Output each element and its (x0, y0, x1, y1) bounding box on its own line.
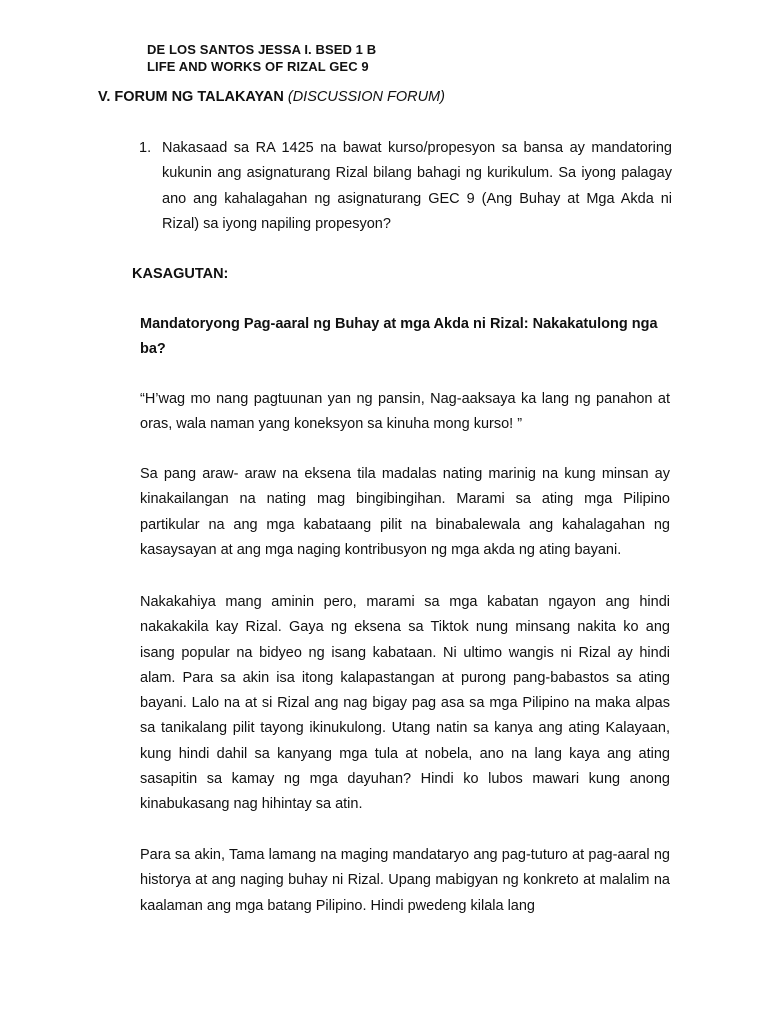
course-line: LIFE AND WORKS OF RIZAL GEC 9 (147, 59, 369, 74)
question-item (139, 136, 672, 237)
essay-paragraph: Para sa akin, Tama lamang na maging mandataryo ang pag-tuturo at pag-aaral ng historya at ang naging buhay ni Rizal. Upang mabigyan ng konkreto at malalim na kaalaman ang mga batang Pilipino. Hindi pwedeng kilala lang (140, 847, 670, 914)
question-text: Nakasaad sa RA 1425 na bawat kurso/propesyon sa bansa ay mandatoring kukunin ang asignaturang Rizal bilang bahagi ng kurikulum. Sa iyong palagay ano ang kahalagahan ng asignaturang GEC 9 (Ang Buhay at Mga Akda ni Rizal) sa iyong napiling propesyon? (162, 140, 672, 232)
essay-title: Mandatoryong Pag-aaral ng Buhay at mga Akda ni Rizal: Nakakatulong nga ba? (140, 316, 658, 358)
author-line: DE LOS SANTOS JESSA I. BSED 1 B (147, 42, 377, 57)
essay-paragraph: Nakakahiya mang aminin pero, marami sa mga kabatan ngayon ang hindi nakakakila kay Rizal. Gaya ng eksena sa Tiktok nung minsang nakita ko ang isang popular na bidyeo ng isang kabataan. Ni ultimo wangis ni Rizal ay hindi alam. Para sa akin isa itong kalapastangan at purong pang-babastos sa ating bayani. Lalo na at si Rizal ang nag bigay pag asa sa mga Pilipino na maka alpas sa tanikalang pilit tayong ikinukulong. Utang natin sa kanya ang ating Kalayaan, kung hindi dahil sa kanyang mga tula at nobela, ano na lang kaya ang ating sasapitin sa kamay ng mga dayuhan? Hindi ko lubos mawari kung anong kinabukasang nag hihintay sa atin. (140, 594, 670, 813)
question-number: 1. (139, 140, 152, 156)
forum-heading (98, 88, 445, 106)
forum-subtitle: (DISCUSSION FORUM) (287, 89, 445, 105)
quote-paragraph: “H’wag mo nang pagtuunan yan ng pansin, Nag-aaksaya ka lang ng panahon at oras, wala naman yang koneksyon sa kinuha mong kurso! ” (140, 391, 670, 433)
forum-title: V. FORUM NG TALAKAYAN (98, 89, 284, 105)
essay-paragraph: Sa pang araw- araw na eksena tila madalas nating marinig na kung minsan ay kinakailangan na nating mag bingibingihan. Marami sa ating mga Pilipino partikular na ang mga kabataang pilit na binabalewala ang kahalagahan ng kasaysayan at ang mga naging kontribusyon ng mga akda ng ating bayani. (140, 466, 670, 558)
answer-label: KASAGUTAN: (132, 266, 229, 282)
